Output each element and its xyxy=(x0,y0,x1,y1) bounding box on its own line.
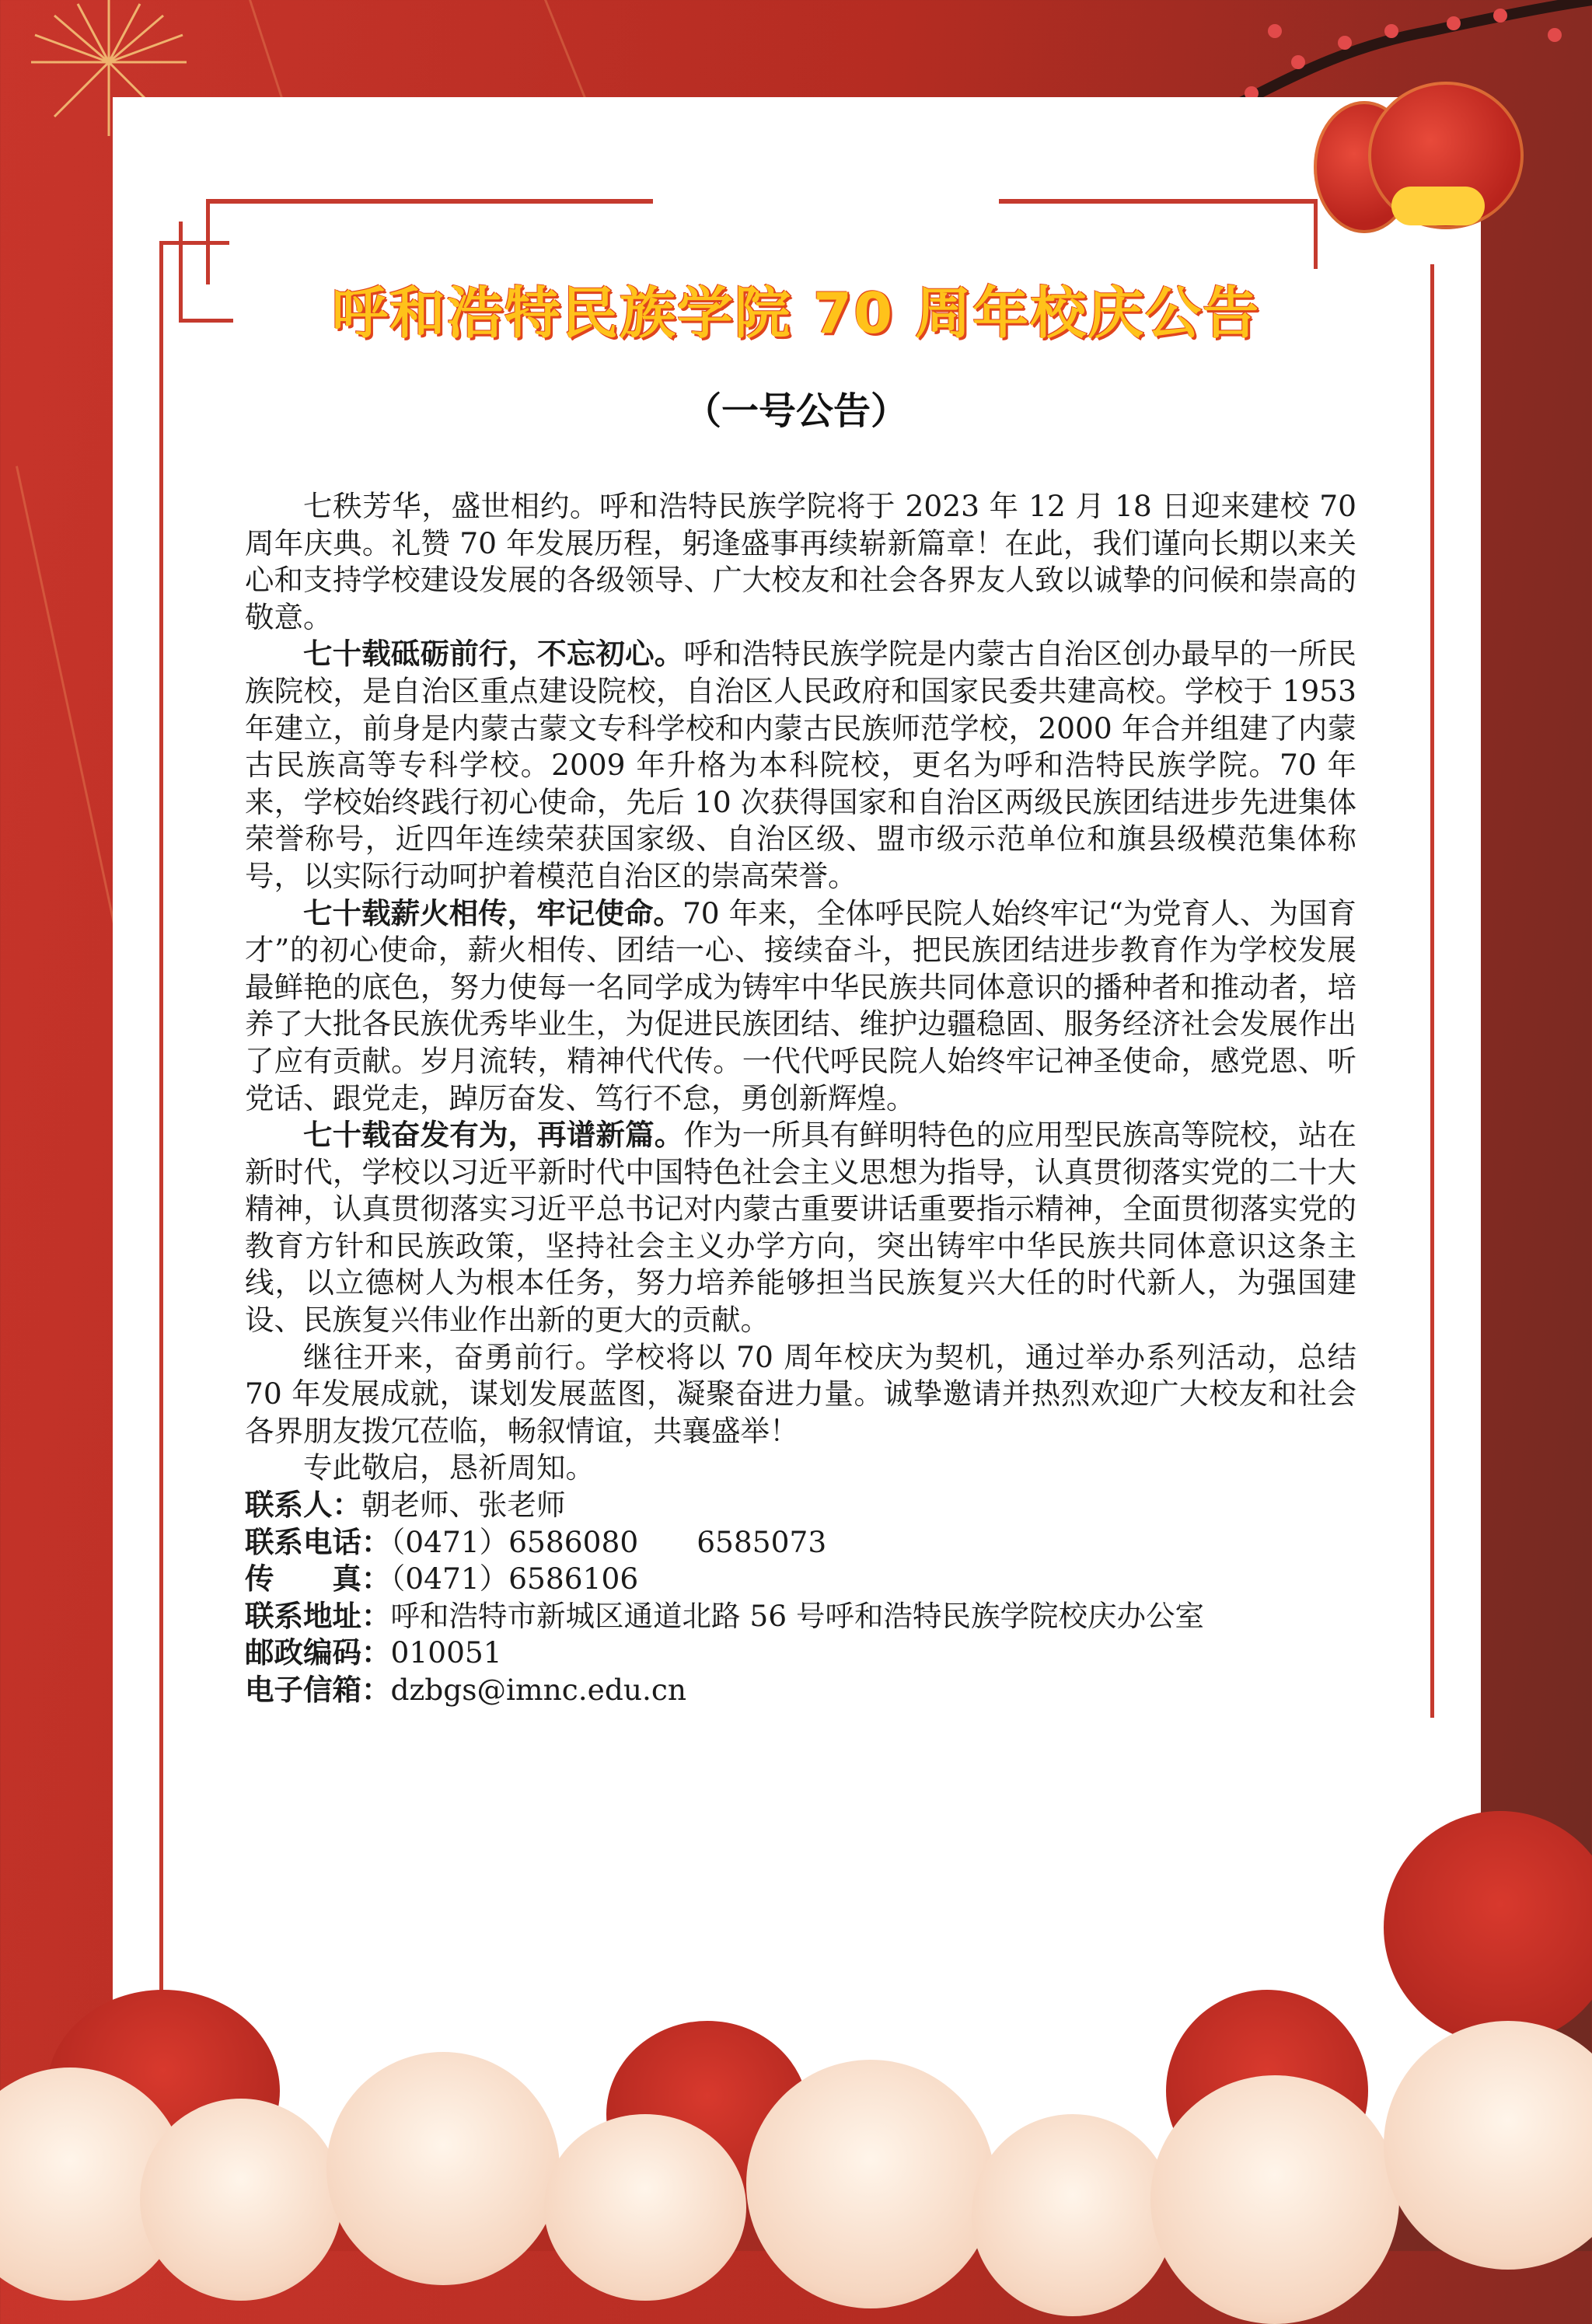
closing: 专此敬启，恳祈周知。 xyxy=(303,1450,595,1485)
announcement-body xyxy=(245,488,1356,1709)
contact-postcode: 邮政编码：010051 xyxy=(245,1635,502,1670)
paragraph-lead: 七十载薪火相传，牢记使命。 xyxy=(303,895,683,930)
paragraph-lead: 七十载砥砺前行，不忘初心。 xyxy=(303,637,684,672)
paragraph: 七秩芳华，盛世相约。呼和浩特民族学院将于 2023 年 12 月 18 日迎来建校 70 周年庆典。礼赞 70 年发展历程，躬逢盛事再续崭新篇章！在此，我们谨向长期以来关心和支持学校建设发展的各级领导、广大校友和社会各界友人致以诚挚的问候和崇高的敬意。 xyxy=(245,489,1356,634)
cloud-icon xyxy=(140,2099,342,2301)
contact-fax: 传 真：（0471）6586106 xyxy=(245,1562,639,1596)
paragraph: 七十载砥砺前行，不忘初心。呼和浩特民族学院是内蒙古自治区创办最早的一所民族院校，是自治区重点建设院校，自治区人民政府和国家民委共建高校。学校于 1953 年建立，前身是内蒙古蒙文专科学校和内蒙古民族师范学校，2000 年合并组建了内蒙古民族高等专科学校。2009 年升格为本科院校，更名为呼和浩特民族学院。70 年来，学校始终践行初心使命，先后 10 次获得国家和自治区两级民族团结进步先进集体荣誉称号，近四年连续荣获国家级、自治区级、盟市级示范单位和旗县级模范集体称号，以实际行动呵护着模范自治区的崇高荣誉。 xyxy=(245,637,1357,893)
frame-line xyxy=(206,199,653,204)
frame-line xyxy=(159,241,163,2029)
page-title: 呼和浩特民族学院 70 周年校庆公告 xyxy=(331,281,1261,346)
contact-person: 联系人：朝老师、张老师 xyxy=(245,1488,566,1523)
frame-line xyxy=(999,199,1318,204)
cloud-icon xyxy=(544,2114,746,2301)
paragraph: 七十载奋发有为，再谱新篇。作为一所具有鲜明特色的应用型民族高等院校，站在新时代，学校以习近平新时代中国特色社会主义思想为指导，认真贯彻落实党的二十大精神，认真贯彻落实习近平总书记对内蒙古重要讲话重要指示精神，全面贯彻落实党的教育方针和民族政策，坚持社会主义办学方向，突出铸牢中华民族共同体意识这条主线，以立德树人为根本任务，努力培养能够担当民族复兴大任的时代新人，为强国建设、民族复兴伟业作出新的更大的贡献。 xyxy=(245,1118,1357,1338)
frame-line xyxy=(159,241,229,245)
frame-line xyxy=(1430,264,1434,1718)
frame-line xyxy=(1314,199,1318,269)
contact-email[interactable]: 电子信箱：dzbgs@imnc.edu.cn xyxy=(245,1673,687,1707)
cloud-icon xyxy=(1150,2075,1399,2324)
paragraph-lead: 七十载奋发有为，再谱新篇。 xyxy=(303,1118,684,1153)
paragraph: 继往开来，奋勇前行。学校将以 70 周年校庆为契机，通过举办系列活动，总结 70 年发展成就，谋划发展蓝图，凝聚奋进力量。诚挚邀请并热烈欢迎广大校友和社会各界朋友拨冗莅临，畅叙情谊，共襄盛举！ xyxy=(245,1339,1356,1448)
cloud-icon xyxy=(326,2052,560,2285)
contact-phone: 联系电话：（0471）6586080 6585073 xyxy=(245,1524,827,1559)
contact-address: 联系地址：呼和浩特市新城区通道北路 56 号呼和浩特民族学院校庆办公室 xyxy=(245,1598,1205,1633)
cloud-icon xyxy=(972,2114,1174,2316)
announcement-number: （一号公告） xyxy=(683,389,908,433)
lantern-cap xyxy=(1391,187,1485,225)
cloud-icon xyxy=(746,2060,995,2308)
paragraph: 七十载薪火相传，牢记使命。70 年来，全体呼民院人始终牢记“为党育人、为国育才”的初心使命，薪火相传、团结一心、接续奋斗，把民族团结进步教育作为学校发展最鲜艳的底色，努力使每一名同学成为铸牢中华民族共同体意识的播种者和推动者，培养了大批各民族优秀毕业生，为促进民族团结、维护边疆稳固、服务经济社会发展作出了应有贡献。岁月流转，精神代代传。一代代呼民院人始终牢记神圣使命，感党恩、听党话、跟党走，踔厉奋发、笃行不怠，勇创新辉煌。 xyxy=(245,895,1357,1115)
